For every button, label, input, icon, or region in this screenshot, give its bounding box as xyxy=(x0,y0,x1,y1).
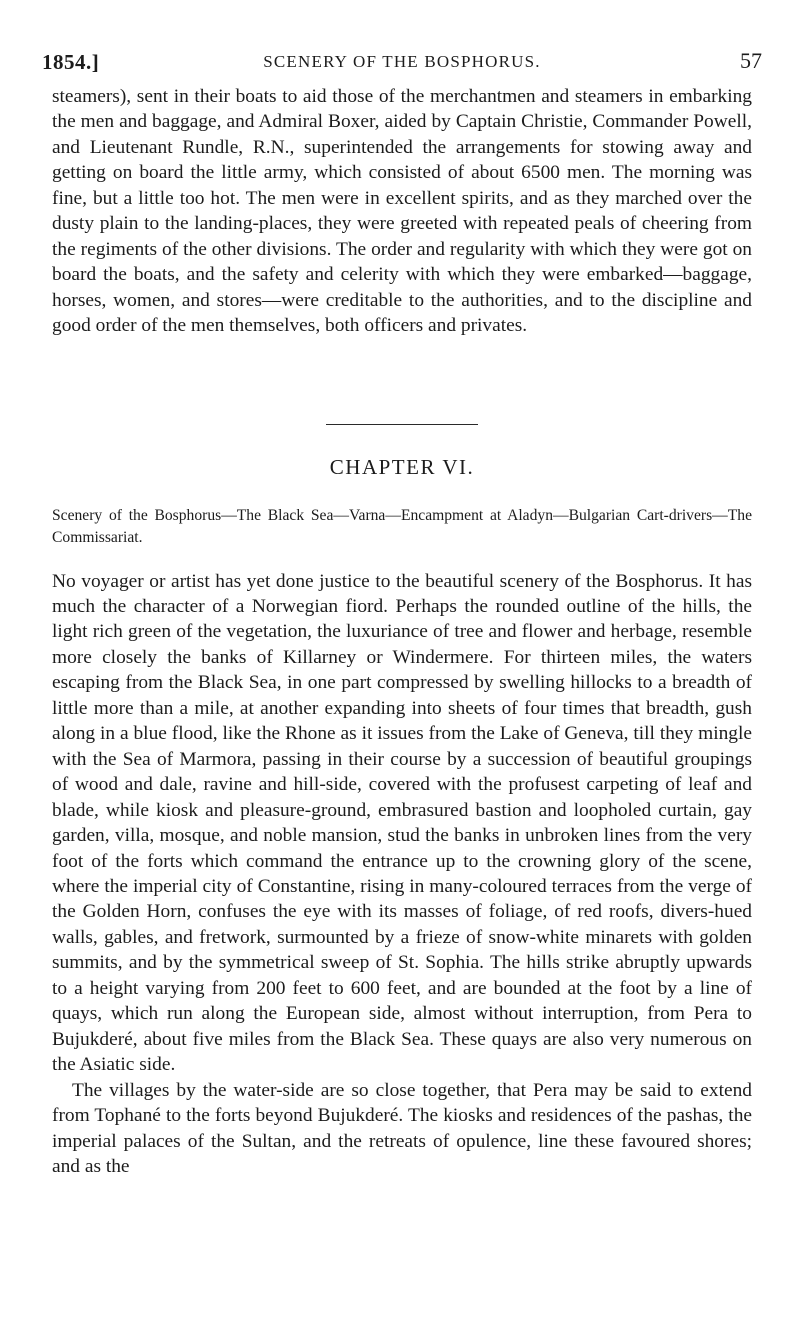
header-year: 1854.] xyxy=(42,50,100,74)
header-title: SCENERY OF THE BOSPHORUS. xyxy=(263,52,541,71)
page-body xyxy=(52,84,752,1179)
opening-paragraph: steamers), sent in their boats to aid those of the merchantmen and steamers in embarking the men and baggage, and Admiral Boxer, aided by Captain Christie, Commander Powell, and Lieutenant Rundle, R.N., superintended the arrangements for stowing away and getting on board the little army, which consisted of about 6500 men. The morning was fine, but a little too hot. The men were in excellent spirits, and as they marched over the dusty plain to the landing-places, they were greeted with repeated peals of cheering from the regiments of the other divisions. The order and regularity with which they were got on board the boats, and the safety and celerity with which they were embarked—baggage, horses, women, and stores—were creditable to the authorities, and to the discipline and good order of the men themselves, both officers and privates. xyxy=(52,86,752,337)
paragraph: No voyager or artist has yet done justice to the beautiful scenery of the Bosphorus. It has much the character of a Norwegian fiord. Perhaps the rounded outline of the hills, the light rich green of the vegetation, the luxuriance of tree and flower and herbage, resemble more closely the banks of Killarney or Windermere. For thirteen miles, the waters escaping from the Black Sea, in one part compressed by swelling hillocks to a breadth of little more than a mile, at another expanding into sheets of four times that breadth, gush along in a blue flood, like the Rhone as it issues from the Lake of Geneva, till they mingle with the Sea of Marmora, passing in their course by a succession of beautiful groupings of wood and dale, ravine and hill-side, covered with the profusest carpeting of leaf and blade, while kiosk and pleasure-ground, embrasured bastion and loopholed curtain, gay garden, villa, mosque, and noble mansion, stud the banks in unbroken lines from the very foot of the forts which command the entrance up to the crowning glory of the scene, where the imperial city of Constantine, rising in many-coloured terraces from the verge of the Golden Horn, confuses the eye with its masses of foliage, of red roofs, divers-hued walls, gables, and fretwork, surmounted by a frieze of snow-white minarets with golden summits, and by the symmetrical sweep of St. Sophia. The hills strike abruptly upwards to a height varying from 200 feet to 600 feet, and are bounded at the foot by a line of quays, which run along the European side, almost without interruption, from Pera to Bujukderé, about five miles from the Black Sea. These quays are also very numerous on the Asiatic side. xyxy=(52,570,752,1076)
section-divider xyxy=(326,424,478,425)
chapter-heading: CHAPTER VI. xyxy=(329,454,475,479)
book-page xyxy=(42,44,762,1179)
page-number: 57 xyxy=(740,48,762,73)
chapter-summary: Scenery of the Bosphorus—The Black Sea—Varna—Encampment at Aladyn—Bulgarian Cart-drivers—The Commissariat. xyxy=(52,506,752,546)
running-head xyxy=(42,44,762,84)
paragraph: The villages by the water-side are so close together, that Pera may be said to extend from Tophané to the forts beyond Bujukderé. The kiosks and residences of the pashas, the imperial palaces of the Sultan, and the retreats of opulence, line these favoured shores; and as the xyxy=(52,1079,752,1177)
